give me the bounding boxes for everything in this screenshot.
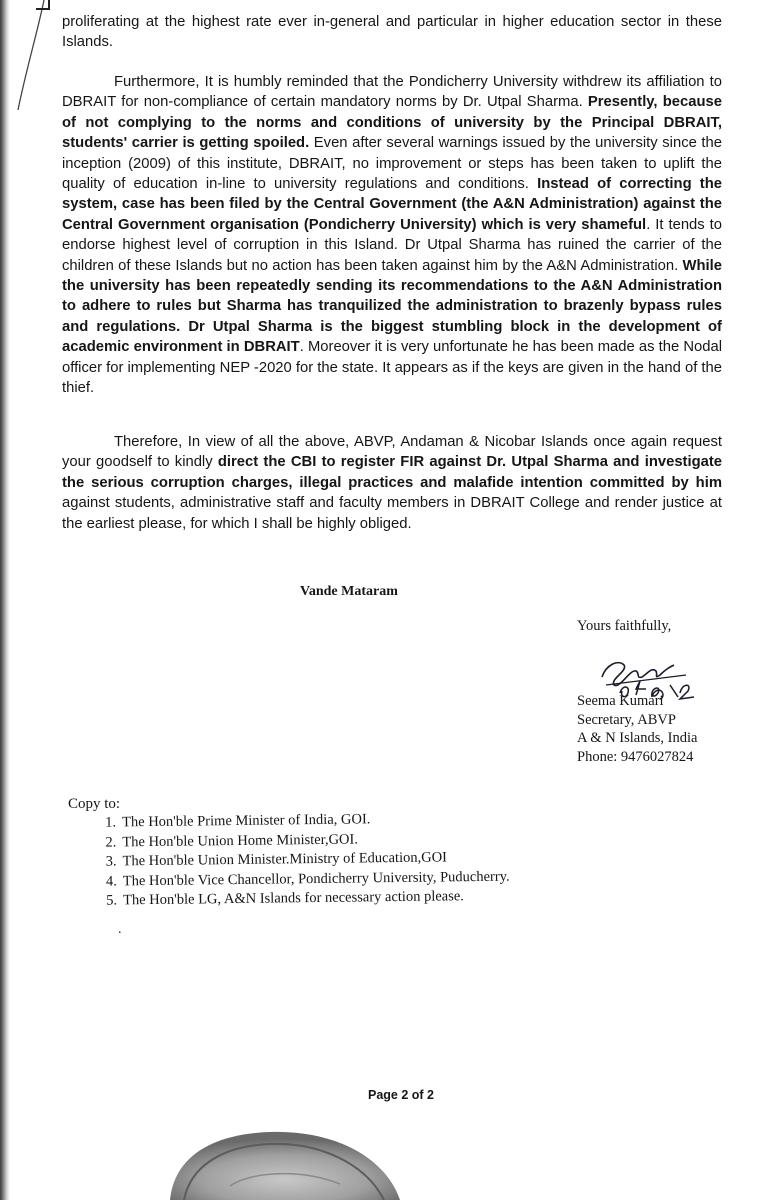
- list-text: The Hon'ble Union Home Minister,GOI.: [122, 830, 359, 850]
- signatory-place: A & N Islands, India: [577, 730, 698, 747]
- text-run: . It tends to endorse highest level of corruption in this Island. Dr Utpal Sharma has ruined the carrier of the children of these Islands but no action has been taken against him by the A&N Administration.: [62, 216, 722, 274]
- copy-to-list: [70, 809, 510, 912]
- yours-faithfully: Yours faithfully,: [577, 618, 672, 634]
- text-run: Furthermore, It is humbly reminded that the Pondicherry University withdrew its affiliation to DBRAIT for non-compliance of certain mandatory norms by Dr. Utpal Sharma.: [62, 74, 722, 111]
- closing-salutation: Vande Mataram: [300, 584, 398, 599]
- text-run-bold: direct the CBI to register FIR against Dr. Utpal Sharma and investigate the serious corruption charges, illegal practices and malafide intention committed by him: [62, 454, 723, 491]
- list-item: [71, 887, 510, 912]
- paragraph-furthermore: [62, 72, 722, 399]
- copy-to-label: Copy to:: [68, 796, 121, 812]
- signatory-details: [577, 692, 697, 766]
- list-number: 4.: [105, 872, 117, 890]
- text-run-bold: While the university has been repeatedly sending its recommendations to the A&N Administration to adhere to rules but Sharma has tranquilized the administration to brazenly bypass rules and regulations. Dr Utpal Sharma is the biggest stumbling block in the development of academic environment in DBRAIT: [62, 257, 722, 356]
- paragraph-therefore: [62, 432, 722, 534]
- signatory-phone: Phone: 9476027824: [577, 748, 694, 765]
- text-run: . Moreover it is very unfortunate he has been made as the Nodal officer for implementing NEP -2020 for the state. It appears as if the keys are given in the hand of the thief.: [62, 339, 723, 397]
- list-number: 5.: [106, 892, 118, 909]
- text-run-bold: Presently, because of not complying to the norms and conditions of university by the Principal DBRAIT, students' carrier is getting spoiled.: [62, 94, 722, 152]
- list-number: 3.: [105, 853, 117, 870]
- paper-fold-line: [14, 0, 54, 110]
- list-number: 2.: [105, 833, 117, 851]
- paragraph-continuation: proliferating at the highest rate ever in-general and particular in higher education sector in these Islands.: [62, 14, 722, 51]
- stray-mark: .: [118, 922, 122, 937]
- signatory-name: Seema Kumari: [577, 693, 664, 709]
- text-run-bold: Instead of correcting the system, case has been filed by the Central Government (the A&N Administration) against the Central Government organisation (Pondicherry University) which is very shameful: [62, 176, 722, 233]
- list-text: The Hon'ble Vice Chancellor, Pondicherry University, Puducherry.: [122, 868, 510, 889]
- thumb-shadow: [170, 1128, 400, 1200]
- signatory-title: Secretary, ABVP: [577, 711, 676, 728]
- list-text: The Hon'ble LG, A&N Islands for necessary action please.: [122, 888, 464, 909]
- text-run: against students, administrative staff and faculty members in DBRAIT College and render justice at the earliest please, for which I shall be highly obliged.: [62, 495, 722, 532]
- page-number: Page 2 of 2: [368, 1088, 434, 1102]
- corner-mark: [36, 0, 50, 10]
- page-edge-shadow: [0, 0, 10, 1200]
- text-run: Even after several warnings issued by the university since the inception (2009) of this institute, DBRAIT, no improvement or steps has been taken to uplift the quality of education in-line to university regulations and conditions.: [62, 135, 722, 193]
- list-text: The Hon'ble Prime Minister of India, GOI.: [122, 811, 371, 831]
- list-text: The Hon'ble Union Minister.Ministry of Education,GOI: [122, 849, 448, 870]
- text-run: Therefore, In view of all the above, ABVP, Andaman & Nicobar Islands once again request your goodself to kindly: [62, 434, 722, 471]
- list-number: 1.: [105, 814, 117, 831]
